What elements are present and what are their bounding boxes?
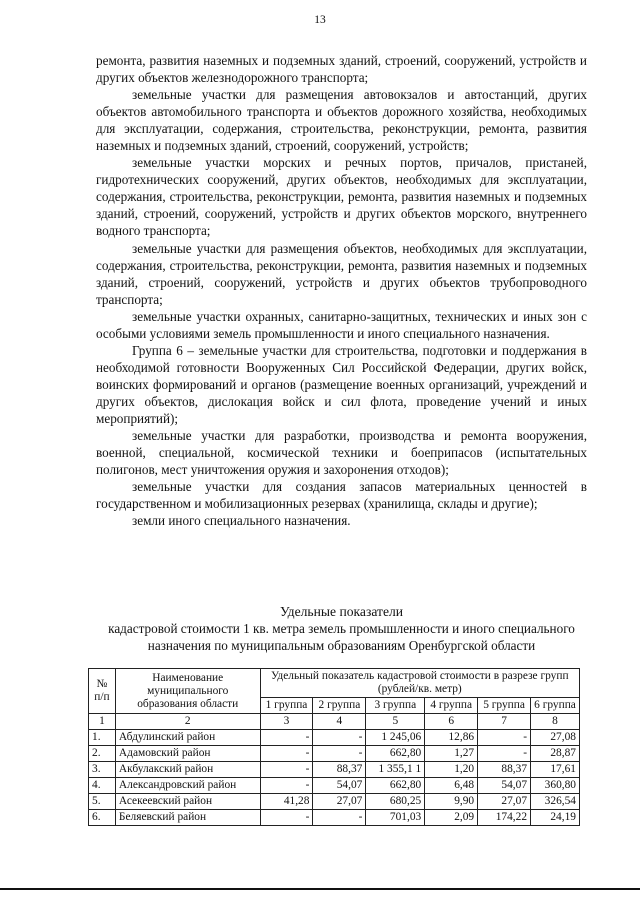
table-row bbox=[89, 778, 580, 794]
cell-group-5: 27,07 bbox=[478, 794, 531, 810]
cell-group-1: 41,28 bbox=[260, 794, 313, 810]
header-group-4: 4 группа bbox=[425, 698, 478, 714]
row-name: Асекеевский район bbox=[115, 794, 260, 810]
cell-group-4: 2,09 bbox=[425, 810, 478, 826]
cell-group-6: 24,19 bbox=[531, 810, 580, 826]
cell-group-6: 27,08 bbox=[531, 730, 580, 746]
cell-group-2: 27,07 bbox=[313, 794, 366, 810]
cell-group-1: - bbox=[260, 762, 313, 778]
cell-group-5: 88,37 bbox=[478, 762, 531, 778]
row-number: 3. bbox=[89, 762, 116, 778]
header-group-2: 2 группа bbox=[313, 698, 366, 714]
cell-group-6: 28,87 bbox=[531, 746, 580, 762]
numbering-cell: 5 bbox=[366, 714, 425, 730]
cell-group-6: 17,61 bbox=[531, 762, 580, 778]
paragraph: земельные участки охранных, санитарно-защитных, технических и иных зон с особыми условиями земель промышленности и иного специального назначения. bbox=[96, 308, 587, 341]
paragraph: ремонта, развития наземных и подземных зданий, строений, сооружений, устройств и других объектов железнодорожного транспорта; bbox=[96, 53, 587, 86]
numbering-cell: 6 bbox=[425, 714, 478, 730]
cell-group-1: - bbox=[260, 730, 313, 746]
cell-group-2: - bbox=[313, 730, 366, 746]
cell-group-6: 326,54 bbox=[531, 794, 580, 810]
paragraph: земли иного специального назначения. bbox=[132, 513, 351, 529]
cell-group-3: 1 355,1 1 bbox=[366, 762, 425, 778]
table-numbering-row bbox=[89, 714, 580, 730]
header-group-3: 3 группа bbox=[366, 698, 425, 714]
body-text bbox=[96, 52, 587, 529]
row-number: 5. bbox=[89, 794, 116, 810]
paragraph: земельные участки для разработки, производства и ремонта вооружения, военной, специальной, космической техники и боеприпасов (испытательных полигонов, мест уничтожения оружия и захоронения отходов); bbox=[96, 428, 587, 478]
cell-group-2: - bbox=[313, 810, 366, 826]
row-number: 1. bbox=[89, 730, 116, 746]
paragraph: земельные участки для размещения автовокзалов и автостанций, других объектов автомобильного транспорта и объектов дорожного хозяйства, необходимых для эксплуатации, содержания, строительства, реконструкции, ремонта, развития наземных и подземных зданий, строений, сооружений, устройств; bbox=[96, 87, 587, 154]
header-col-no: № п/п bbox=[89, 669, 116, 714]
header-group-1: 1 группа bbox=[260, 698, 313, 714]
table-title-line2: кадастровой стоимости 1 кв. метра земель промышленности и иного специального назначения по муниципальным образованиям Оренбургской области bbox=[108, 621, 575, 653]
numbering-cell: 3 bbox=[260, 714, 313, 730]
header-group-title: Удельный показатель кадастровой стоимости в разрезе групп (рублей/кв. метр) bbox=[260, 669, 579, 698]
cell-group-2: - bbox=[313, 746, 366, 762]
cell-group-2: 88,37 bbox=[313, 762, 366, 778]
row-name: Александровский район bbox=[115, 778, 260, 794]
bottom-divider bbox=[0, 888, 640, 890]
cell-group-4: 12,86 bbox=[425, 730, 478, 746]
row-name: Абдулинский район bbox=[115, 730, 260, 746]
cell-group-4: 1,27 bbox=[425, 746, 478, 762]
cell-group-4: 9,90 bbox=[425, 794, 478, 810]
cell-group-3: 1 245,06 bbox=[366, 730, 425, 746]
cell-group-1: - bbox=[260, 810, 313, 826]
numbering-cell: 7 bbox=[478, 714, 531, 730]
paragraph: земельные участки для размещения объектов, необходимых для эксплуатации, содержания, строительства, реконструкции, ремонта, развития наземных и подземных зданий, строений, сооружений, устройств и других объектов трубопроводного транспорта; bbox=[96, 240, 587, 307]
row-number: 2. bbox=[89, 746, 116, 762]
table-row bbox=[89, 810, 580, 826]
row-number: 6. bbox=[89, 810, 116, 826]
table-row bbox=[89, 730, 580, 746]
table-row bbox=[89, 794, 580, 810]
table-header-row bbox=[89, 669, 580, 698]
cell-group-5: - bbox=[478, 730, 531, 746]
row-name: Беляевский район bbox=[115, 810, 260, 826]
numbering-cell: 8 bbox=[531, 714, 580, 730]
cell-group-5: 174,22 bbox=[478, 810, 531, 826]
row-number: 4. bbox=[89, 778, 116, 794]
table-title bbox=[96, 603, 587, 654]
paragraph: земельные участки морских и речных портов, причалов, пристаней, гидротехнических сооружений, других объектов, необходимых для эксплуатации, содержания, строительства, реконструкции, ремонта, развития наземных и подземных зданий, строений, сооружений, устройств и других объектов морского, внутреннего водного транспорта; bbox=[96, 155, 587, 239]
cell-group-4: 1,20 bbox=[425, 762, 478, 778]
cell-group-3: 680,25 bbox=[366, 794, 425, 810]
cell-group-5: 54,07 bbox=[478, 778, 531, 794]
cell-group-5: - bbox=[478, 746, 531, 762]
cell-group-3: 662,80 bbox=[366, 746, 425, 762]
header-group-5: 5 группа bbox=[478, 698, 531, 714]
row-name: Адамовский район bbox=[115, 746, 260, 762]
cell-group-6: 360,80 bbox=[531, 778, 580, 794]
table-row bbox=[89, 746, 580, 762]
header-col-name: Наименование муниципального образования области bbox=[115, 669, 260, 714]
numbering-cell: 2 bbox=[115, 714, 260, 730]
cadastral-value-table bbox=[88, 668, 580, 826]
row-name: Акбулакский район bbox=[115, 762, 260, 778]
cell-group-4: 6,48 bbox=[425, 778, 478, 794]
numbering-cell: 1 bbox=[89, 714, 116, 730]
cell-group-1: - bbox=[260, 746, 313, 762]
cell-group-3: 701,03 bbox=[366, 810, 425, 826]
header-group-6: 6 группа bbox=[531, 698, 580, 714]
paragraph: земельные участки для создания запасов материальных ценностей в государственном и мобилизационных резервах (хранилища, склады и другие); bbox=[96, 479, 587, 512]
cell-group-3: 662,80 bbox=[366, 778, 425, 794]
table-row bbox=[89, 762, 580, 778]
numbering-cell: 4 bbox=[313, 714, 366, 730]
table-title-line1: Удельные показатели bbox=[279, 604, 404, 619]
cell-group-2: 54,07 bbox=[313, 778, 366, 794]
paragraph: Группа 6 – земельные участки для строительства, подготовки и поддержания в необходимой готовности Вооруженных Сил Российской Федерации, других войск, воинских формирований и органов (размещение военных организаций, учреждений и других объектов, дислокация войск и сил флота, проведение учений и иных мероприятий); bbox=[96, 342, 587, 426]
cell-group-1: - bbox=[260, 778, 313, 794]
page-number: 13 bbox=[314, 14, 326, 26]
